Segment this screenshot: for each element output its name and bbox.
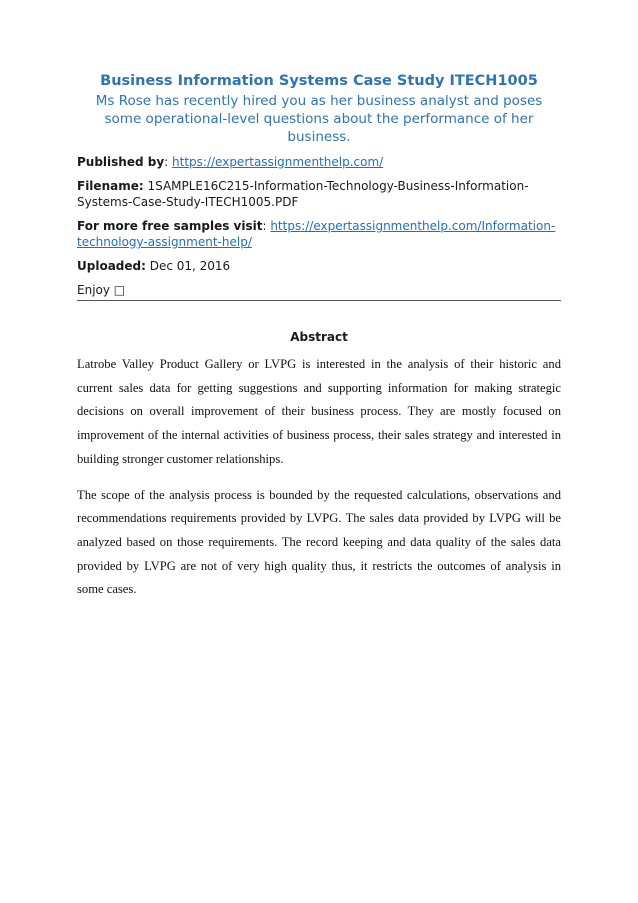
abstract-heading: Abstract (290, 330, 348, 344)
uploaded-value: Dec 01, 2016 (145, 259, 231, 273)
free-samples-separator: : (262, 219, 271, 233)
uploaded-label: Uploaded: (77, 259, 146, 273)
document-subtitle: Ms Rose has recently hired you as her business analyst and poses some operational-level questions about the performance of her business. (95, 93, 543, 145)
abstract-paragraph-1: Latrobe Valley Product Gallery or LVPG is interested in the analysis of their historic and current sales data for getting suggestions and supporting information for making strategic decisions on overall improvement of their business process. They are mostly focused on improvement of the internal activities of business process, their sales strategy and interested in building stronger customer relationships. (77, 357, 561, 466)
published-by-separator: : (164, 155, 173, 169)
enjoy-line: Enjoy □ (77, 283, 126, 297)
filename-label: Filename: (77, 179, 144, 193)
published-by-link[interactable]: https://expertassignmenthelp.com/ (172, 155, 384, 169)
uploaded-line (77, 258, 561, 274)
free-samples-label: For more free samples visit (77, 219, 263, 233)
published-by-label: Published by (77, 155, 165, 169)
filename-value: 1SAMPLE16C215-Information-Technology-Business-Information-Systems-Case-Study-ITECH1005.PDF (77, 179, 529, 209)
document-page (77, 72, 561, 602)
abstract-paragraph-2: The scope of the analysis process is bounded by the requested calculations, observations and recommendations requirements provided by LVPG. The sales data provided by LVPG will be analyzed based on those requirements. The record keeping and data quality of the sales data provided by LVPG are not of very high quality thus, it restricts the outcomes of analysis in some cases. (77, 487, 561, 597)
header-divider (77, 300, 561, 301)
free-samples-link[interactable]: https://expertassignmenthelp.com/Information-technology-assignment-help/ (77, 219, 556, 249)
document-title: Business Information Systems Case Study ITECH1005 (100, 73, 538, 89)
free-samples-line (77, 218, 561, 250)
filename-line (77, 178, 561, 210)
published-by-line (77, 154, 561, 170)
